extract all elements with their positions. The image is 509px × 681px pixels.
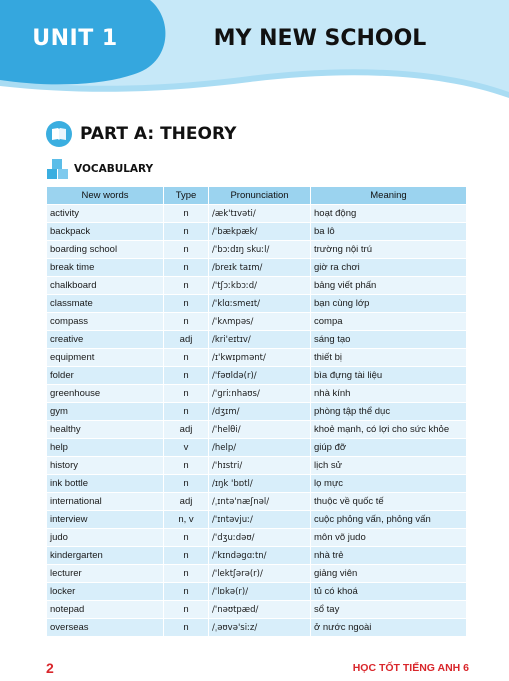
type-cell: n bbox=[164, 205, 209, 223]
meaning-cell: cuộc phỏng vấn, phỏng vấn bbox=[311, 511, 467, 529]
unit-header bbox=[0, 0, 509, 105]
pronunciation-cell: /'lektʃərə(r)/ bbox=[209, 565, 311, 583]
pronunciation-cell: /help/ bbox=[209, 439, 311, 457]
table-row bbox=[47, 385, 467, 403]
word-cell: healthy bbox=[47, 421, 164, 439]
column-header-meaning: Meaning bbox=[311, 187, 467, 205]
table-row bbox=[47, 475, 467, 493]
word-cell: international bbox=[47, 493, 164, 511]
word-cell: history bbox=[47, 457, 164, 475]
word-cell: help bbox=[47, 439, 164, 457]
table-body bbox=[47, 205, 467, 637]
pronunciation-cell: /'fəʊldə(r)/ bbox=[209, 367, 311, 385]
table-row bbox=[47, 439, 467, 457]
type-cell: n bbox=[164, 349, 209, 367]
type-cell: n bbox=[164, 223, 209, 241]
abc-blocks-icon bbox=[46, 158, 70, 180]
type-cell: n bbox=[164, 475, 209, 493]
table-row bbox=[47, 529, 467, 547]
type-cell: adj bbox=[164, 331, 209, 349]
table-row bbox=[47, 511, 467, 529]
vocabulary-table bbox=[46, 186, 467, 637]
table-row bbox=[47, 565, 467, 583]
type-cell: n bbox=[164, 259, 209, 277]
pronunciation-cell: /dʒɪm/ bbox=[209, 403, 311, 421]
type-cell: n bbox=[164, 619, 209, 637]
table-row bbox=[47, 583, 467, 601]
book-icon bbox=[46, 121, 72, 147]
meaning-cell: phòng tập thể dục bbox=[311, 403, 467, 421]
pronunciation-cell: /'nəʊtpæd/ bbox=[209, 601, 311, 619]
table-row bbox=[47, 367, 467, 385]
column-header-type: Type bbox=[164, 187, 209, 205]
meaning-cell: giúp đỡ bbox=[311, 439, 467, 457]
unit-number: UNIT 1 bbox=[32, 26, 118, 51]
word-cell: interview bbox=[47, 511, 164, 529]
table-row bbox=[47, 547, 467, 565]
word-cell: greenhouse bbox=[47, 385, 164, 403]
book-title: HỌC TỐT TIẾNG ANH 6 bbox=[352, 662, 469, 674]
type-cell: n bbox=[164, 529, 209, 547]
pronunciation-cell: /ˌɪntə'næʃnəl/ bbox=[209, 493, 311, 511]
word-cell: gym bbox=[47, 403, 164, 421]
header-banner-shape bbox=[0, 0, 509, 105]
word-cell: activity bbox=[47, 205, 164, 223]
meaning-cell: khoẻ mạnh, có lợi cho sức khỏe bbox=[311, 421, 467, 439]
word-cell: overseas bbox=[47, 619, 164, 637]
page-number: 2 bbox=[46, 660, 54, 676]
word-cell: judo bbox=[47, 529, 164, 547]
pronunciation-cell: /'klɑːsmeɪt/ bbox=[209, 295, 311, 313]
type-cell: n bbox=[164, 385, 209, 403]
meaning-cell: bảng viết phấn bbox=[311, 277, 467, 295]
pronunciation-cell: /æk'tɪvəti/ bbox=[209, 205, 311, 223]
type-cell: n bbox=[164, 457, 209, 475]
pronunciation-cell: /'kʌmpəs/ bbox=[209, 313, 311, 331]
word-cell: locker bbox=[47, 583, 164, 601]
table-row bbox=[47, 277, 467, 295]
meaning-cell: thiết bị bbox=[311, 349, 467, 367]
table-row bbox=[47, 313, 467, 331]
unit-title: MY NEW SCHOOL bbox=[213, 26, 427, 51]
table-row bbox=[47, 601, 467, 619]
column-header-pronunciation: Pronunciation bbox=[209, 187, 311, 205]
table-row bbox=[47, 457, 467, 475]
meaning-cell: bạn cùng lớp bbox=[311, 295, 467, 313]
word-cell: break time bbox=[47, 259, 164, 277]
pronunciation-cell: /ɪŋk 'bɒtl/ bbox=[209, 475, 311, 493]
table-row bbox=[47, 349, 467, 367]
word-cell: ink bottle bbox=[47, 475, 164, 493]
meaning-cell: lịch sử bbox=[311, 457, 467, 475]
type-cell: n bbox=[164, 295, 209, 313]
word-cell: folder bbox=[47, 367, 164, 385]
type-cell: n bbox=[164, 547, 209, 565]
meaning-cell: giảng viên bbox=[311, 565, 467, 583]
pronunciation-cell: /'ɪntəvjuː/ bbox=[209, 511, 311, 529]
pronunciation-cell: /'helθi/ bbox=[209, 421, 311, 439]
table-row bbox=[47, 331, 467, 349]
type-cell: n bbox=[164, 313, 209, 331]
type-cell: v bbox=[164, 439, 209, 457]
type-cell: adj bbox=[164, 421, 209, 439]
table-row bbox=[47, 619, 467, 637]
pronunciation-cell: /'kɪndəgɑːtn/ bbox=[209, 547, 311, 565]
table-row bbox=[47, 421, 467, 439]
meaning-cell: thuộc về quốc tế bbox=[311, 493, 467, 511]
word-cell: lecturer bbox=[47, 565, 164, 583]
pronunciation-cell: /kri'eɪtɪv/ bbox=[209, 331, 311, 349]
type-cell: n bbox=[164, 277, 209, 295]
vocabulary-heading bbox=[46, 158, 153, 180]
type-cell: adj bbox=[164, 493, 209, 511]
type-cell: n bbox=[164, 601, 209, 619]
word-cell: boarding school bbox=[47, 241, 164, 259]
column-header-new-words: New words bbox=[47, 187, 164, 205]
meaning-cell: trường nội trú bbox=[311, 241, 467, 259]
pronunciation-cell: /'lɒkə(r)/ bbox=[209, 583, 311, 601]
pronunciation-cell: /ɪ'kwɪpmənt/ bbox=[209, 349, 311, 367]
type-cell: n bbox=[164, 367, 209, 385]
pronunciation-cell: /'dʒuːdəʊ/ bbox=[209, 529, 311, 547]
table-row bbox=[47, 259, 467, 277]
type-cell: n, v bbox=[164, 511, 209, 529]
meaning-cell: giờ ra chơi bbox=[311, 259, 467, 277]
meaning-cell: compa bbox=[311, 313, 467, 331]
table-header-row bbox=[47, 187, 467, 205]
meaning-cell: bìa đựng tài liệu bbox=[311, 367, 467, 385]
meaning-cell: lọ mực bbox=[311, 475, 467, 493]
type-cell: n bbox=[164, 241, 209, 259]
part-heading bbox=[46, 120, 236, 148]
type-cell: n bbox=[164, 583, 209, 601]
pronunciation-cell: /ˌəʊvə'siːz/ bbox=[209, 619, 311, 637]
pronunciation-cell: /'griːnhaʊs/ bbox=[209, 385, 311, 403]
meaning-cell: hoạt động bbox=[311, 205, 467, 223]
table-row bbox=[47, 493, 467, 511]
word-cell: backpack bbox=[47, 223, 164, 241]
meaning-cell: môn võ judo bbox=[311, 529, 467, 547]
pronunciation-cell: /'bækpæk/ bbox=[209, 223, 311, 241]
table-row bbox=[47, 223, 467, 241]
word-cell: chalkboard bbox=[47, 277, 164, 295]
meaning-cell: tủ có khoá bbox=[311, 583, 467, 601]
table-row bbox=[47, 205, 467, 223]
word-cell: kindergarten bbox=[47, 547, 164, 565]
table-row bbox=[47, 403, 467, 421]
meaning-cell: nhà trẻ bbox=[311, 547, 467, 565]
vocabulary-title: VOCABULARY bbox=[74, 163, 154, 175]
word-cell: notepad bbox=[47, 601, 164, 619]
table-row bbox=[47, 295, 467, 313]
meaning-cell: sổ tay bbox=[311, 601, 467, 619]
meaning-cell: ba lô bbox=[311, 223, 467, 241]
table-row bbox=[47, 241, 467, 259]
type-cell: n bbox=[164, 403, 209, 421]
word-cell: equipment bbox=[47, 349, 164, 367]
meaning-cell: ở nước ngoài bbox=[311, 619, 467, 637]
type-cell: n bbox=[164, 565, 209, 583]
pronunciation-cell: /'bɔːdɪŋ skuːl/ bbox=[209, 241, 311, 259]
part-title: PART A: THEORY bbox=[80, 124, 237, 144]
pronunciation-cell: /'tʃɔːkbɔːd/ bbox=[209, 277, 311, 295]
meaning-cell: nhà kính bbox=[311, 385, 467, 403]
meaning-cell: sáng tạo bbox=[311, 331, 467, 349]
word-cell: compass bbox=[47, 313, 164, 331]
pronunciation-cell: /'hɪstri/ bbox=[209, 457, 311, 475]
word-cell: classmate bbox=[47, 295, 164, 313]
pronunciation-cell: /breɪk taɪm/ bbox=[209, 259, 311, 277]
word-cell: creative bbox=[47, 331, 164, 349]
